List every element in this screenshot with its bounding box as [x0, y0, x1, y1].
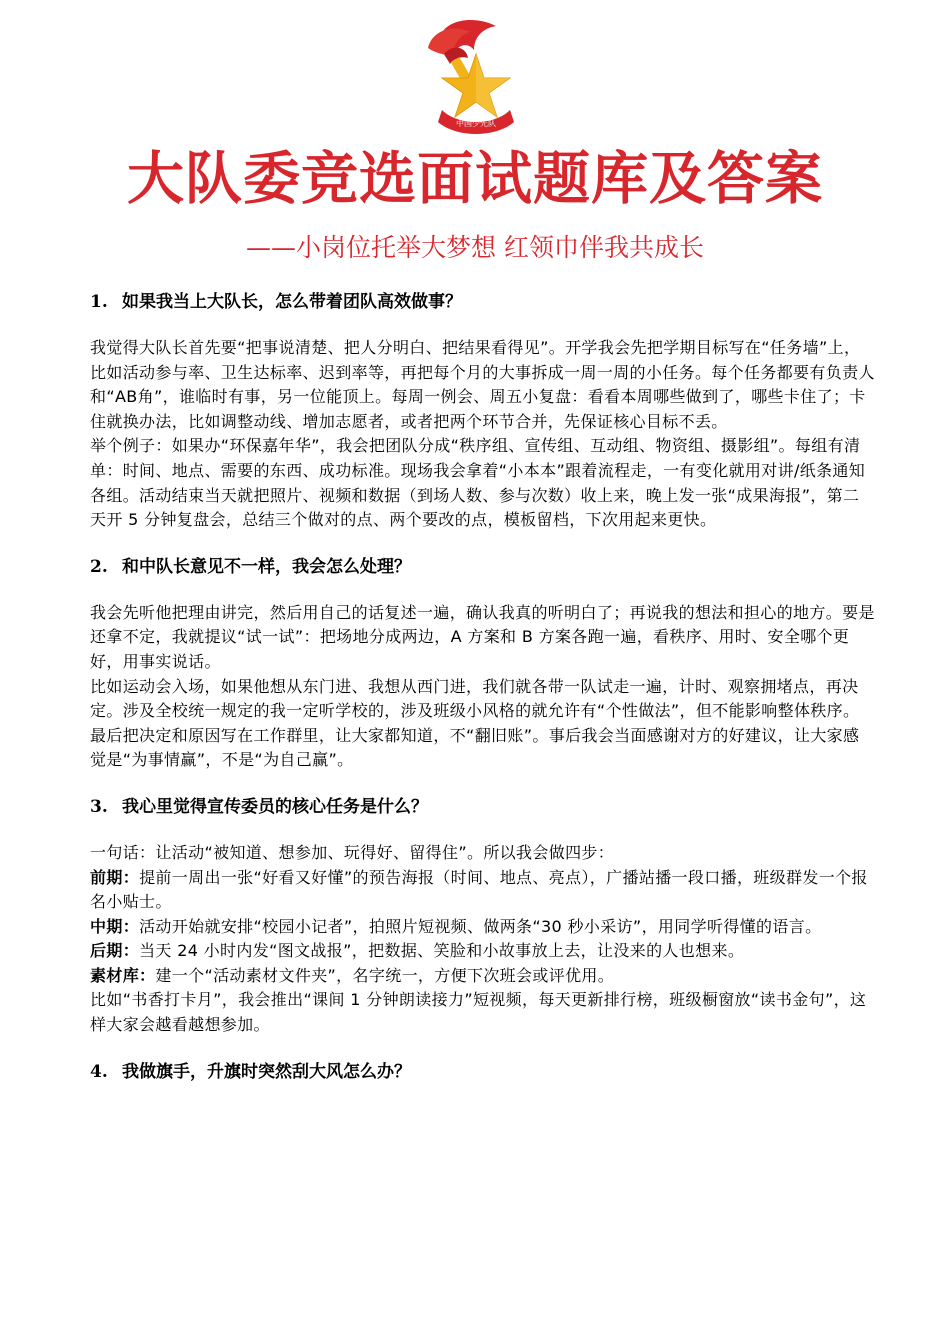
question-heading	[90, 288, 875, 316]
answer-step	[90, 939, 875, 964]
question-text: 我心里觉得宣传委员的核心任务是什么？	[122, 796, 428, 817]
question-text: 如果我当上大队长，怎么带着团队高效做事？	[122, 292, 462, 312]
emblem-text: 中国少先队	[456, 119, 496, 128]
answer-step	[90, 915, 875, 940]
answer-intro: 一句话：让活动“被知道、想参加、玩得好、留得住”。所以我会做四步：	[90, 842, 615, 862]
step-text: 提前一周出一张“好看又好懂”的预告海报（时间、地点、亮点），广播站播一段口播，班级群发一个报名小贴士。	[90, 867, 868, 912]
page-title: 大队委竞选面试题库及答案	[127, 146, 823, 212]
torch-star-icon	[418, 14, 534, 140]
question-text: 我做旗手，升旗时突然刮大风怎么办？	[122, 1061, 411, 1082]
answer-step	[90, 866, 875, 915]
step-label: 素材库：	[90, 965, 156, 985]
answer-paragraph: 比如运动会入场，如果他想从东门进、我想从西门进，我们就各带一队试走一遍，计时、观察拥堵点，再决定。涉及全校统一规定的我一定听学校的，涉及班级小风格的就允许有“个性做法”，但不能影响整体秩序。最后把决定和原因写在工作群里，让大家都知道，不“翻旧账”。事后我会当面感谢对方的好建议，让大家感觉是“为事情赢”，不是“为自己赢”。	[90, 676, 860, 770]
step-label: 后期：	[90, 941, 140, 961]
question-heading	[90, 793, 875, 821]
qa-item-4	[90, 1058, 875, 1086]
answer-paragraph: 我觉得大队长首先要“把事说清楚、把人分明白、把结果看得见”。开学我会先把学期目标写在“任务墙”上，比如活动参与率、卫生达标率、迟到率等，再把每个月的大事拆成一周一周的小任务。每个任务都要有负责人和“AB角”，谁临时有事，另一位能顶上。每周一例会、周五小复盘：看看本周哪些做到了，哪些卡住了；卡住就换办法，比如调整动线、增加志愿者，或者把两个环节合并，先保证核心目标不丢。	[90, 338, 875, 431]
question-heading	[90, 1058, 875, 1086]
qa-item-1	[90, 288, 875, 533]
answer-step	[90, 964, 875, 989]
page-subtitle: ——小岗位托举大梦想 红领巾伴我共成长	[246, 233, 704, 262]
question-heading	[90, 553, 875, 581]
step-text: 当天 24 小时内发“图文战报”，把数据、笑脸和小故事放上去，让没来的人也想来。	[139, 941, 745, 961]
question-text: 和中队长意见不一样，我会怎么处理？	[122, 556, 411, 577]
step-text: 活动开始就安排“校园小记者”，拍照片短视频、做两条“30 秒小采访”，用同学听得懂的语言。	[139, 916, 822, 936]
step-text: 建一个“活动素材文件夹”，名字统一，方便下次班会或评优用。	[155, 965, 615, 985]
answer-example: 比如“书香打卡月”，我会推出“课间 1 分钟朗读接力”短视频，每天更新排行榜，班级橱窗放“读书金句”，这样大家会越看越想参加。	[90, 990, 867, 1035]
qa-item-2	[90, 553, 875, 773]
qa-content	[90, 288, 875, 1106]
question-number: 2.	[90, 556, 108, 577]
step-label: 前期：	[90, 867, 140, 887]
question-number: 3.	[90, 796, 108, 817]
step-label: 中期：	[90, 916, 140, 936]
answer-paragraph: 我会先听他把理由讲完，然后用自己的话复述一遍，确认我真的听明白了；再说我的想法和担心的地方。要是还拿不定，我就提议“试一试”：把场地分成两边，A 方案和 B 方案各跑一遍，看秩序、用时、安全哪个更好，用事实说话。	[90, 602, 875, 671]
young-pioneers-emblem	[418, 14, 534, 140]
question-number: 1.	[90, 292, 108, 312]
answer-paragraph: 举个例子：如果办“环保嘉年华”，我会把团队分成“秩序组、宣传组、互动组、物资组、摄影组”。每组有清单：时间、地点、需要的东西、成功标准。现场我会拿着“小本本”跟着流程走，一有变化就用对讲/纸条通知各组。活动结束当天就把照片、视频和数据（到场人数、参与次数）收上来，晚上发一张“成果海报”，第二天开 5 分钟复盘会，总结三个做对的点、两个要改的点，模板留档，下次用起来更快。	[90, 436, 866, 530]
question-number: 4.	[90, 1061, 108, 1082]
qa-item-3	[90, 793, 875, 1038]
